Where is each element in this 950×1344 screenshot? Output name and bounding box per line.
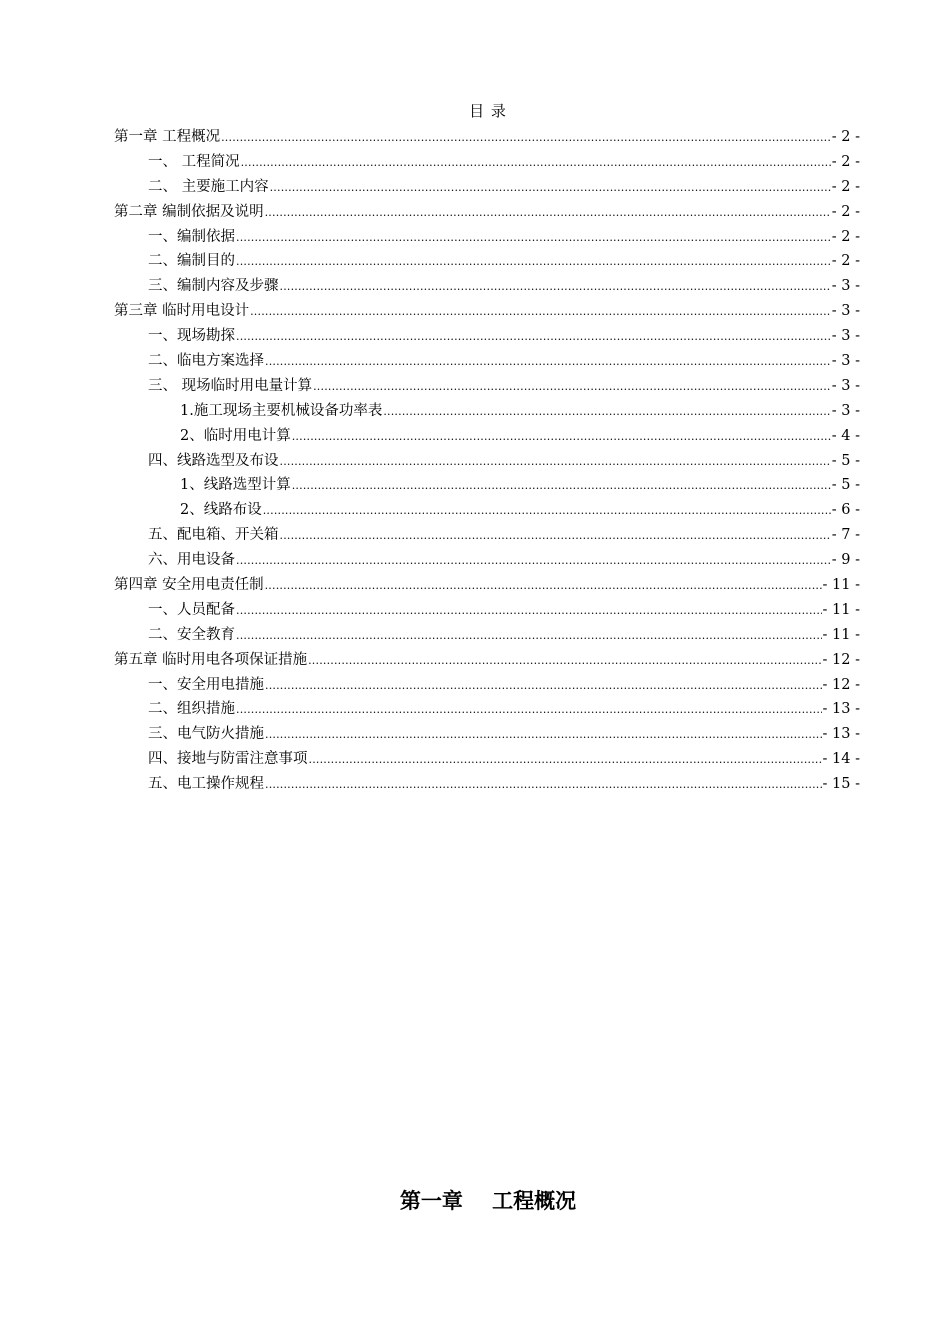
toc-entry[interactable] xyxy=(114,125,860,150)
toc-entry[interactable] xyxy=(114,274,860,299)
toc-dot-leader xyxy=(236,697,822,722)
toc-dot-leader xyxy=(309,747,822,772)
toc-entry-page: - 3 - xyxy=(831,278,860,295)
toc-entry[interactable] xyxy=(114,673,860,698)
toc-entry[interactable] xyxy=(114,747,860,772)
toc-dot-leader xyxy=(236,225,831,250)
toc-entry-label: 第五章 临时用电各项保证措施 xyxy=(114,651,308,668)
toc-entry-label: 1、线路选型计算 xyxy=(180,477,291,494)
toc-entry[interactable] xyxy=(114,299,860,324)
toc-dot-leader xyxy=(221,125,831,150)
toc-entry[interactable] xyxy=(114,722,860,747)
toc-entry-page: - 11 - xyxy=(822,626,860,643)
toc-entry-label: 1.施工现场主要机械设备功率表 xyxy=(180,402,383,419)
toc-dot-leader xyxy=(313,374,831,399)
toc-dot-leader xyxy=(236,324,831,349)
toc-dot-leader xyxy=(270,175,831,200)
toc-entry-page: - 3 - xyxy=(831,377,860,394)
toc-dot-leader xyxy=(383,399,830,424)
chapter-heading: 第一章 工程概况 xyxy=(399,1189,577,1213)
toc-entry-page: - 4 - xyxy=(831,427,860,444)
toc-entry-page: - 2 - xyxy=(831,129,860,145)
toc-dot-leader xyxy=(280,523,831,548)
toc-dot-leader xyxy=(308,648,821,673)
toc-entry[interactable] xyxy=(114,225,860,250)
toc-entry-page: - 3 - xyxy=(831,353,860,370)
toc-dot-leader xyxy=(280,449,831,474)
toc-entry-label: 二、 主要施工内容 xyxy=(148,178,269,195)
toc-entry-label: 第一章 工程概况 xyxy=(114,129,221,145)
toc-dot-leader xyxy=(292,473,831,498)
toc-entry-label: 2、临时用电计算 xyxy=(180,427,291,444)
toc-entry[interactable] xyxy=(114,598,860,623)
toc-entry[interactable] xyxy=(114,697,860,722)
toc-entry[interactable] xyxy=(114,424,860,449)
toc-entry-page: - 5 - xyxy=(831,452,860,469)
toc-entry-page: - 11 - xyxy=(822,577,860,594)
toc-entry-label: 二、临电方案选择 xyxy=(148,353,264,370)
toc-dot-leader xyxy=(236,548,831,573)
toc-entry[interactable] xyxy=(114,523,860,548)
toc-entry[interactable] xyxy=(114,324,860,349)
toc-entry-page: - 14 - xyxy=(822,751,860,768)
toc-entry-page: - 5 - xyxy=(831,477,860,494)
toc-entry-label: 一、人员配备 xyxy=(148,601,235,618)
toc-entry-label: 第三章 临时用电设计 xyxy=(114,303,250,320)
toc-entry-label: 一、 工程简况 xyxy=(148,153,240,170)
toc-entry-page: - 2 - xyxy=(831,228,860,245)
toc-entry[interactable] xyxy=(114,548,860,573)
toc-dot-leader xyxy=(265,573,822,598)
toc-dot-leader xyxy=(236,249,831,274)
toc-title: 目 录 xyxy=(469,102,507,120)
toc-entry-page: - 13 - xyxy=(822,726,860,743)
toc-entry-label: 一、安全用电措施 xyxy=(148,676,264,693)
toc-entry-page: - 6 - xyxy=(831,502,860,519)
toc-dot-leader xyxy=(265,349,831,374)
toc-entry-page: - 15 - xyxy=(822,776,860,793)
toc-entry-label: 二、编制目的 xyxy=(148,253,235,270)
toc-entry-label: 一、现场勘探 xyxy=(148,328,235,345)
toc-list xyxy=(114,125,860,797)
toc-entry[interactable] xyxy=(114,249,860,274)
toc-dot-leader xyxy=(250,299,831,324)
toc-entry-page: - 3 - xyxy=(831,303,860,320)
toc-entry-label: 三、 现场临时用电量计算 xyxy=(148,377,313,394)
toc-entry-label: 二、组织措施 xyxy=(148,701,235,718)
toc-entry[interactable] xyxy=(114,150,860,175)
toc-entry-page: - 11 - xyxy=(822,601,860,618)
toc-dot-leader xyxy=(236,623,822,648)
toc-entry-page: - 2 - xyxy=(831,253,860,270)
toc-dot-leader xyxy=(265,200,831,225)
toc-entry-label: 五、配电箱、开关箱 xyxy=(148,527,279,544)
toc-entry-label: 三、电气防火措施 xyxy=(148,726,264,743)
toc-entry-label: 四、接地与防雷注意事项 xyxy=(148,751,308,768)
toc-entry[interactable] xyxy=(114,623,860,648)
toc-entry-label: 2、线路布设 xyxy=(180,502,262,519)
toc-entry[interactable] xyxy=(114,498,860,523)
toc-entry-label: 第二章 编制依据及说明 xyxy=(114,203,264,220)
toc-entry-label: 一、编制依据 xyxy=(148,228,235,245)
toc-entry-page: - 12 - xyxy=(822,651,860,668)
toc-dot-leader xyxy=(265,772,822,797)
toc-dot-leader xyxy=(241,150,831,175)
toc-entry[interactable] xyxy=(114,772,860,797)
toc-dot-leader xyxy=(236,598,822,623)
toc-entry-label: 三、编制内容及步骤 xyxy=(148,278,279,295)
toc-entry-page: - 9 - xyxy=(831,552,860,569)
toc-entry-page: - 2 - xyxy=(831,203,860,220)
toc-dot-leader xyxy=(265,673,822,698)
toc-entry[interactable] xyxy=(114,473,860,498)
toc-entry[interactable] xyxy=(114,449,860,474)
toc-dot-leader xyxy=(263,498,831,523)
toc-entry-label: 六、用电设备 xyxy=(148,552,235,569)
toc-entry-page: - 3 - xyxy=(831,328,860,345)
toc-entry-page: - 13 - xyxy=(822,701,860,718)
toc-entry[interactable] xyxy=(114,349,860,374)
toc-entry-label: 二、安全教育 xyxy=(148,626,235,643)
toc-entry[interactable] xyxy=(114,573,860,598)
toc-entry-label: 第四章 安全用电责任制 xyxy=(114,577,264,594)
toc-entry[interactable] xyxy=(114,175,860,200)
toc-entry-label: 四、线路选型及布设 xyxy=(148,452,279,469)
toc-entry-page: - 2 - xyxy=(831,153,860,170)
toc-entry-label: 五、电工操作规程 xyxy=(148,776,264,793)
toc-entry-page: - 7 - xyxy=(831,527,860,544)
toc-dot-leader xyxy=(292,424,831,449)
toc-entry[interactable] xyxy=(114,200,860,225)
toc-entry[interactable] xyxy=(114,374,860,399)
toc-entry-page: - 3 - xyxy=(831,402,860,419)
toc-entry[interactable] xyxy=(114,648,860,673)
toc-entry-page: - 2 - xyxy=(831,178,860,195)
toc-dot-leader xyxy=(280,274,831,299)
toc-entry[interactable] xyxy=(114,399,860,424)
toc-entry-page: - 12 - xyxy=(822,676,860,693)
toc-dot-leader xyxy=(265,722,822,747)
